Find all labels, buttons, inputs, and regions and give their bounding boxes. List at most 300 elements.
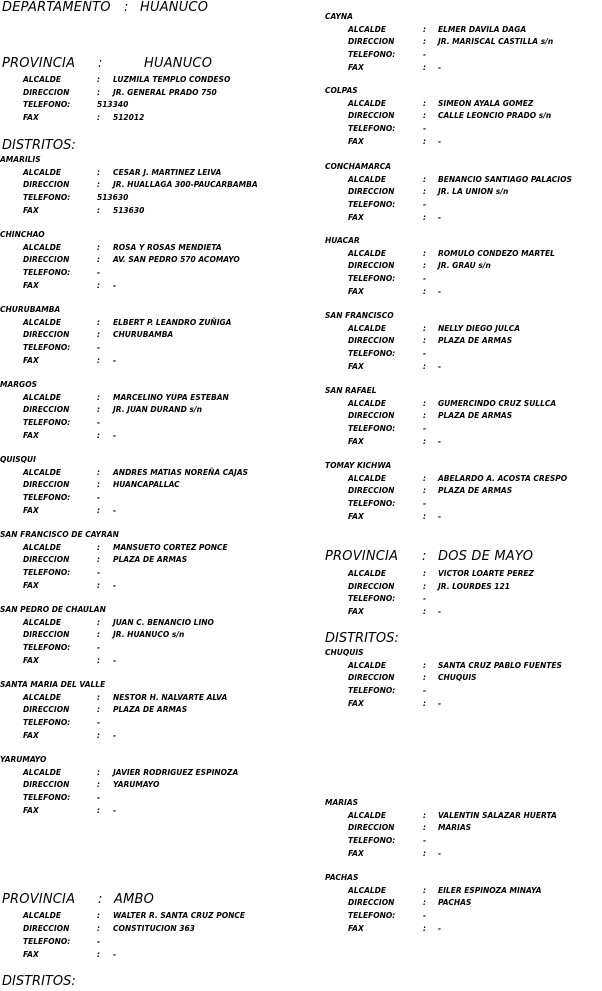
field-label: FAX xyxy=(348,213,364,222)
field-label: FAX xyxy=(23,731,39,740)
district-fax-row xyxy=(325,136,602,148)
ambo-alcalde-row: ALCALDE : WALTER R. SANTA CRUZ PONCE xyxy=(23,911,245,920)
district-direccion-row xyxy=(0,629,300,641)
district-alcalde-row xyxy=(325,323,602,335)
district-fax-row xyxy=(325,286,602,298)
field-value: - xyxy=(423,424,427,433)
district-name: SANTA MARIA DEL VALLE xyxy=(0,680,106,689)
field-separator: : xyxy=(97,630,100,639)
field-value: - xyxy=(438,849,442,858)
field-separator: : xyxy=(423,699,426,708)
field-label: TELEFONO: xyxy=(23,718,71,727)
field-separator: : xyxy=(423,25,426,34)
field-value: ANDRES MATIAS NOREÑA CAJAS xyxy=(113,468,249,477)
district-name: SAN FRANCISCO xyxy=(325,311,394,320)
field-value: JR. MARISCAL CASTILLA s/n xyxy=(438,37,554,46)
field-value: - xyxy=(423,911,427,920)
field-value: - xyxy=(97,418,101,427)
field-value: - xyxy=(423,499,427,508)
district-fax-row xyxy=(325,848,602,860)
district-name: CONCHAMARCA xyxy=(325,162,392,171)
field-value: CHUQUIS xyxy=(438,673,477,682)
field-value: - xyxy=(438,699,442,708)
field-label: TELEFONO: xyxy=(348,50,396,59)
field-label: FAX xyxy=(348,924,364,933)
field-separator: : xyxy=(97,356,100,365)
field-label: DIRECCION xyxy=(23,255,70,264)
field-label: ALCALDE xyxy=(23,168,62,177)
field-separator: : xyxy=(423,324,426,333)
field-value: BENANCIO SANTIAGO PALACIOS xyxy=(438,175,572,184)
district-telefono-row xyxy=(325,348,602,360)
field-separator: : xyxy=(97,581,100,590)
district-direccion-row xyxy=(0,554,300,566)
field-label: DIRECCION xyxy=(348,486,395,495)
field-label: DIRECCION xyxy=(348,37,395,46)
field-label: TELEFONO: xyxy=(23,418,71,427)
field-label: ALCALDE xyxy=(348,399,387,408)
field-label: TELEFONO: xyxy=(348,124,396,133)
district-direccion-row xyxy=(0,404,300,416)
field-label: ALCALDE xyxy=(23,618,62,627)
field-separator: : xyxy=(423,213,426,222)
district-telefono-row xyxy=(325,199,602,211)
district-telefono-row xyxy=(0,792,300,804)
field-label: FAX xyxy=(23,581,39,590)
field-label: DIRECCION xyxy=(23,630,70,639)
field-value: - xyxy=(438,287,442,296)
district-fax-row xyxy=(0,655,300,667)
field-separator: : xyxy=(423,811,426,820)
field-value: GUMERCINDO CRUZ SULLCA xyxy=(438,399,557,408)
field-value: - xyxy=(423,200,427,209)
dosdemayo-direccion-row: DIRECCION : JR. LOURDES 121 xyxy=(348,582,510,591)
field-label: ALCALDE xyxy=(23,318,62,327)
field-separator: : xyxy=(97,543,100,552)
field-label: TELEFONO: xyxy=(23,268,71,277)
field-separator: : xyxy=(423,99,426,108)
field-value: - xyxy=(438,924,442,933)
field-value: CESAR J. MARTINEZ LEIVA xyxy=(113,168,222,177)
ambo-fax-row: FAX : - xyxy=(23,950,117,959)
district-alcalde-row xyxy=(0,317,300,329)
field-label: TELEFONO: xyxy=(23,493,71,502)
district-alcalde-row xyxy=(325,24,602,36)
district-alcalde-row xyxy=(325,248,602,260)
field-value: - xyxy=(438,437,442,446)
district-direccion-row xyxy=(0,704,300,716)
field-label: TELEFONO: xyxy=(348,200,396,209)
district-name: CHURUBAMBA xyxy=(0,305,61,314)
district-fax-row xyxy=(0,280,300,292)
district-direccion-row xyxy=(0,254,300,266)
directory-page: DEPARTAMENTO : HUANUCO PROVINCIA : HUANUCO ALCALDE : LUZMILA TEMPLO CONDESO DIRECCION : JR. GENERAL PRADO 750 TELEFONO: 513340 FAX : 512012 DISTRITOS: AMARILIS ALCALDE : CESAR J. MARTINEZ LEIVA DIRECCION : JR. HUALLAGA 300-PAUCARBAMBA TELEFONO: 513630 FAX : 513630 CHINCHAO ALCALDE : ROSA Y ROSAS MENDIETA DIRECCION : AV. SAN PEDRO 570 ACOMAYO TELEFONO: - FAX : - CHURUBAMBA ALCALDE : ELBERT P. LEANDRO ZUÑIGA DIRECCION : CHURUBAMBA TELEFONO: - FAX : - MARGOS ALCALDE : MARCELINO YUPA ESTEBAN DIRECCION : JR. JUAN DURAND s/n TELEFONO: - FAX : - QUISQUI ALCALDE : ANDRES MATIAS NOREÑA CAJAS DIRECCION : HUANCAPALLAC TELEFONO: - FAX : - SAN FRANCISCO DE CAYRAN ALCALDE : MANSUETO CORTEZ PONCE DIRECCION : PLAZA DE ARMAS TELEFONO: - FAX : - SAN PEDRO DE CHAULAN ALCALDE : JUAN C. BENANCIO LINO DIRECCION : JR. HUANUCO s/n TELEFONO: - FAX : - SANTA MARIA DEL VALLE ALCALDE : NESTOR H. NALVARTE ALVA DIRECCION : PLAZA DE ARMAS TELEFONO: - FAX : - YARUMAYO ALCALDE : JAVIER RODRIGUEZ ESPINOZA DIRECCION : YARUMAYO TELEFONO: - FAX : - PROVINCIA : AMBO ALCALDE : WALTER R. SANTA CRUZ PONCE DIRECCION : CONSTITUCION 363 TELEFONO: - FAX : - DISTRITOS: CAYNA ALCALDE : ELMER DAVILA DAGA DIRECCION : JR. MARISCAL CASTILLA s/n TELEFONO: - FAX : - COLPAS ALCALDE : SIMEON AYALA GOMEZ DIRECCION : CALLE LEONCIO PRADO s/n TELEFONO: - FAX : - CONCHAMARCA ALCALDE : BENANCIO SANTIAGO PALACIOS DIRECCION : JR. LA UNION s/n TELEFONO: - FAX : - HUACAR ALCALDE : ROMULO CONDEZO MARTEL DIRECCION : JR. GRAU s/n TELEFONO: - FAX : - SAN FRANCISCO ALCALDE : NELLY DIEGO JULCA DIRECCION : PLAZA DE ARMAS TELEFONO: - FAX : - SAN RAFAEL ALCALDE : GUMERCINDO CRUZ SULLCA DIRECCION : PLAZA DE ARMAS TELEFONO: - FAX : - TOMAY KICHWA ALCALDE : ABELARDO A. ACOSTA CRESPO DIRECCION : PLAZA DE ARMAS TELEFONO: - FAX : - PROVINCIA : DOS DE MAYO ALCALDE : VICTOR LOARTE PEREZ DIRECCION : JR. LOURDES 121 TELEFONO: - FAX : - DISTRITOS: CHUQUIS ALCALDE : SANTA CRUZ PABLO FUENTES DIRECCION : CHUQUIS TELEFONO: - FAX : - MARIAS ALCALDE : VALENTIN SALAZAR HUERTA DIRECCION : MARIAS TELEFONO: - FAX : - PACHAS ALCALDE : EILER ESPINOZA MINAYA DIRECCION : PACHAS TELEFONO: - FAX : - xyxy=(0,0,602,991)
field-separator: : xyxy=(423,261,426,270)
field-value: 513630 xyxy=(97,193,129,202)
field-label: DIRECCION xyxy=(348,898,395,907)
district-telefono-row xyxy=(0,192,300,204)
district-telefono-row xyxy=(325,498,602,510)
field-label: ALCALDE xyxy=(23,693,62,702)
field-separator: : xyxy=(97,330,100,339)
field-label: DIRECCION xyxy=(348,823,395,832)
field-value: EILER ESPINOZA MINAYA xyxy=(438,886,542,895)
field-separator: : xyxy=(97,405,100,414)
field-separator: : xyxy=(423,175,426,184)
district-name: SAN PEDRO DE CHAULAN xyxy=(0,605,106,614)
field-label: ALCALDE xyxy=(348,99,387,108)
field-separator: : xyxy=(423,512,426,521)
field-value: - xyxy=(97,718,101,727)
district-direccion-row xyxy=(325,897,602,909)
field-value: ELMER DAVILA DAGA xyxy=(438,25,527,34)
field-separator: : xyxy=(97,168,100,177)
district-name: YARUMAYO xyxy=(0,755,47,764)
field-separator: : xyxy=(97,480,100,489)
field-label: ALCALDE xyxy=(348,474,387,483)
district-telefono-row xyxy=(325,910,602,922)
district-name: MARIAS xyxy=(325,798,359,807)
field-value: - xyxy=(113,731,117,740)
field-label: ALCALDE xyxy=(23,243,62,252)
field-label: FAX xyxy=(23,656,39,665)
field-value: - xyxy=(113,431,117,440)
field-label: FAX xyxy=(23,206,39,215)
field-value: - xyxy=(438,63,442,72)
field-separator: : xyxy=(423,249,426,258)
field-label: DIRECCION xyxy=(23,480,70,489)
field-separator: : xyxy=(423,336,426,345)
district-direccion-row xyxy=(325,485,602,497)
district-name: SAN FRANCISCO DE CAYRAN xyxy=(0,530,119,539)
field-label: DIRECCION xyxy=(348,411,395,420)
field-label: DIRECCION xyxy=(348,261,395,270)
field-separator: : xyxy=(423,661,426,670)
field-label: FAX xyxy=(23,806,39,815)
district-name: CAYNA xyxy=(325,12,353,21)
field-value: - xyxy=(423,686,427,695)
field-value: NELLY DIEGO JULCA xyxy=(438,324,521,333)
field-value: MARIAS xyxy=(438,823,472,832)
district-alcalde-row xyxy=(325,398,602,410)
district-direccion-row xyxy=(325,186,602,198)
field-separator: : xyxy=(97,431,100,440)
field-separator: : xyxy=(97,780,100,789)
district-fax-row xyxy=(0,355,300,367)
district-direccion-row xyxy=(0,179,300,191)
field-label: DIRECCION xyxy=(348,673,395,682)
district-direccion-row xyxy=(325,260,602,272)
field-label: ALCALDE xyxy=(23,768,62,777)
district-fax-row xyxy=(325,212,602,224)
field-separator: : xyxy=(97,705,100,714)
district-telefono-row xyxy=(0,492,300,504)
district-direccion-row xyxy=(325,110,602,122)
field-separator: : xyxy=(423,823,426,832)
district-alcalde-row xyxy=(325,660,602,672)
field-label: TELEFONO: xyxy=(348,836,396,845)
field-separator: : xyxy=(423,399,426,408)
district-alcalde-row xyxy=(0,767,300,779)
field-label: FAX xyxy=(23,281,39,290)
field-separator: : xyxy=(423,137,426,146)
district-fax-row xyxy=(0,505,300,517)
field-value: PLAZA DE ARMAS xyxy=(438,411,513,420)
district-name: TOMAY KICHWA xyxy=(325,461,392,470)
district-alcalde-row xyxy=(0,542,300,554)
field-value: - xyxy=(97,643,101,652)
field-label: DIRECCION xyxy=(23,180,70,189)
field-label: TELEFONO: xyxy=(348,686,396,695)
field-label: DIRECCION xyxy=(348,187,395,196)
field-label: ALCALDE xyxy=(348,175,387,184)
field-separator: : xyxy=(97,255,100,264)
district-name: COLPAS xyxy=(325,86,358,95)
field-label: DIRECCION xyxy=(348,111,395,120)
field-value: - xyxy=(97,568,101,577)
district-name: AMARILIS xyxy=(0,155,41,164)
field-label: TELEFONO: xyxy=(348,499,396,508)
field-label: TELEFONO: xyxy=(23,343,71,352)
field-value: ROMULO CONDEZO MARTEL xyxy=(438,249,555,258)
field-value: ELBERT P. LEANDRO ZUÑIGA xyxy=(113,318,232,327)
field-separator: : xyxy=(97,618,100,627)
district-telefono-row xyxy=(0,642,300,654)
field-value: - xyxy=(97,493,101,502)
field-value: NESTOR H. NALVARTE ALVA xyxy=(113,693,228,702)
field-label: ALCALDE xyxy=(348,25,387,34)
dosdemayo-telefono-row: TELEFONO: - xyxy=(348,594,427,603)
field-label: FAX xyxy=(23,356,39,365)
field-label: TELEFONO: xyxy=(23,643,71,652)
field-value: - xyxy=(113,656,117,665)
ambo-telefono-row: TELEFONO: - xyxy=(23,937,101,946)
district-name: CHUQUIS xyxy=(325,648,364,657)
field-separator: : xyxy=(97,180,100,189)
district-fax-row xyxy=(0,205,300,217)
field-separator: : xyxy=(423,187,426,196)
field-value: PLAZA DE ARMAS xyxy=(113,555,188,564)
field-value: AV. SAN PEDRO 570 ACOMAYO xyxy=(113,255,240,264)
district-name: PACHAS xyxy=(325,873,359,882)
field-value: JR. LA UNION s/n xyxy=(438,187,509,196)
field-value: JAVIER RODRIGUEZ ESPINOZA xyxy=(113,768,239,777)
field-value: - xyxy=(423,349,427,358)
field-separator: : xyxy=(423,111,426,120)
district-fax-row xyxy=(325,923,602,935)
field-separator: : xyxy=(423,898,426,907)
dosdemayo-alcalde-row: ALCALDE : VICTOR LOARTE PEREZ xyxy=(348,569,534,578)
field-separator: : xyxy=(423,486,426,495)
district-telefono-row xyxy=(0,342,300,354)
field-separator: : xyxy=(97,393,100,402)
field-separator: : xyxy=(423,411,426,420)
district-direccion-row xyxy=(0,779,300,791)
field-value: - xyxy=(113,281,117,290)
field-label: DIRECCION xyxy=(23,705,70,714)
field-value: CALLE LEONCIO PRADO s/n xyxy=(438,111,552,120)
field-value: YARUMAYO xyxy=(113,780,160,789)
field-label: FAX xyxy=(348,699,364,708)
field-value: ROSA Y ROSAS MENDIETA xyxy=(113,243,222,252)
district-name: SAN RAFAEL xyxy=(325,386,377,395)
district-telefono-row xyxy=(0,717,300,729)
field-value: - xyxy=(97,268,101,277)
field-value: PLAZA DE ARMAS xyxy=(113,705,188,714)
field-value: PLAZA DE ARMAS xyxy=(438,486,513,495)
field-separator: : xyxy=(97,693,100,702)
district-fax-row xyxy=(0,805,300,817)
field-label: DIRECCION xyxy=(348,336,395,345)
district-alcalde-row xyxy=(0,242,300,254)
field-separator: : xyxy=(97,806,100,815)
field-separator: : xyxy=(97,506,100,515)
field-value: 513630 xyxy=(113,206,145,215)
field-label: FAX xyxy=(23,431,39,440)
district-fax-row xyxy=(325,436,602,448)
field-separator: : xyxy=(423,474,426,483)
district-fax-row xyxy=(0,580,300,592)
field-value: - xyxy=(423,50,427,59)
field-separator: : xyxy=(423,362,426,371)
field-value: - xyxy=(423,836,427,845)
field-label: ALCALDE xyxy=(348,886,387,895)
field-separator: : xyxy=(423,437,426,446)
ambo-distritos-heading: DISTRITOS: xyxy=(2,974,76,989)
field-separator: : xyxy=(97,243,100,252)
field-value: - xyxy=(438,362,442,371)
field-value: MANSUETO CORTEZ PONCE xyxy=(113,543,228,552)
field-value: ABELARDO A. ACOSTA CRESPO xyxy=(438,474,568,483)
field-label: ALCALDE xyxy=(23,393,62,402)
district-telefono-row xyxy=(0,267,300,279)
dosdemayo-fax-row: FAX : - xyxy=(348,607,442,616)
province-direccion-row: DIRECCION : JR. GENERAL PRADO 750 xyxy=(23,88,217,97)
field-value: - xyxy=(97,343,101,352)
field-label: FAX xyxy=(348,437,364,446)
field-separator: : xyxy=(423,287,426,296)
district-name: CHINCHAO xyxy=(0,230,45,239)
field-label: DIRECCION xyxy=(23,405,70,414)
field-value: MARCELINO YUPA ESTEBAN xyxy=(113,393,229,402)
district-alcalde-row xyxy=(325,174,602,186)
field-value: HUANCAPALLAC xyxy=(113,480,180,489)
field-value: JR. JUAN DURAND s/n xyxy=(113,405,202,414)
district-alcalde-row xyxy=(0,467,300,479)
district-direccion-row xyxy=(325,672,602,684)
district-fax-row xyxy=(325,511,602,523)
field-value: - xyxy=(423,274,427,283)
field-value: JUAN C. BENANCIO LINO xyxy=(113,618,214,627)
field-label: TELEFONO: xyxy=(348,911,396,920)
field-value: - xyxy=(113,506,117,515)
field-value: CHURUBAMBA xyxy=(113,330,174,339)
district-fax-row xyxy=(325,698,602,710)
ambo-direccion-row: DIRECCION : CONSTITUCION 363 xyxy=(23,924,195,933)
district-telefono-row xyxy=(325,685,602,697)
field-label: DIRECCION xyxy=(23,555,70,564)
district-alcalde-row xyxy=(0,392,300,404)
field-separator: : xyxy=(97,318,100,327)
district-alcalde-row xyxy=(325,473,602,485)
field-label: ALCALDE xyxy=(348,249,387,258)
district-fax-row xyxy=(0,430,300,442)
district-alcalde-row xyxy=(0,692,300,704)
field-label: FAX xyxy=(348,137,364,146)
district-telefono-row xyxy=(325,49,602,61)
field-separator: : xyxy=(97,555,100,564)
field-value: VALENTIN SALAZAR HUERTA xyxy=(438,811,557,820)
district-fax-row xyxy=(325,62,602,74)
field-value: - xyxy=(113,581,117,590)
district-alcalde-row xyxy=(325,885,602,897)
district-direccion-row xyxy=(325,36,602,48)
field-value: - xyxy=(423,124,427,133)
field-label: ALCALDE xyxy=(348,811,387,820)
district-telefono-row xyxy=(325,835,602,847)
district-telefono-row xyxy=(0,567,300,579)
field-label: FAX xyxy=(348,287,364,296)
field-value: PACHAS xyxy=(438,898,472,907)
field-value: JR. GRAU s/n xyxy=(438,261,491,270)
field-separator: : xyxy=(97,206,100,215)
field-separator: : xyxy=(423,849,426,858)
field-value: - xyxy=(438,213,442,222)
field-label: FAX xyxy=(348,362,364,371)
field-label: TELEFONO: xyxy=(348,349,396,358)
district-alcalde-row xyxy=(0,617,300,629)
district-alcalde-row xyxy=(325,98,602,110)
field-separator: : xyxy=(97,656,100,665)
field-label: ALCALDE xyxy=(348,661,387,670)
field-value: - xyxy=(113,806,117,815)
field-label: FAX xyxy=(348,512,364,521)
field-label: ALCALDE xyxy=(23,543,62,552)
field-value: - xyxy=(438,137,442,146)
dosdemayo-distritos-heading: DISTRITOS: xyxy=(325,631,399,646)
district-fax-row xyxy=(0,730,300,742)
field-separator: : xyxy=(97,468,100,477)
district-direccion-row xyxy=(325,335,602,347)
district-direccion-row xyxy=(0,329,300,341)
district-telefono-row xyxy=(325,273,602,285)
district-name: MARGOS xyxy=(0,380,37,389)
district-name: HUACAR xyxy=(325,236,360,245)
field-label: ALCALDE xyxy=(348,324,387,333)
district-alcalde-row xyxy=(0,167,300,179)
field-value: SIMEON AYALA GOMEZ xyxy=(438,99,534,108)
field-separator: : xyxy=(423,63,426,72)
district-alcalde-row xyxy=(325,810,602,822)
field-label: TELEFONO: xyxy=(23,568,71,577)
field-value: - xyxy=(438,512,442,521)
field-label: TELEFONO: xyxy=(23,793,71,802)
field-value: SANTA CRUZ PABLO FUENTES xyxy=(438,661,562,670)
field-separator: : xyxy=(423,886,426,895)
field-label: DIRECCION xyxy=(23,330,70,339)
district-telefono-row xyxy=(0,417,300,429)
field-separator: : xyxy=(97,768,100,777)
field-value: JR. HUANUCO s/n xyxy=(113,630,185,639)
distritos-heading: DISTRITOS: xyxy=(2,138,76,153)
field-label: ALCALDE xyxy=(23,468,62,477)
field-separator: : xyxy=(423,924,426,933)
field-separator: : xyxy=(97,731,100,740)
district-fax-row xyxy=(325,361,602,373)
province-telefono-row: TELEFONO: 513340 xyxy=(23,100,129,109)
field-label: TELEFONO: xyxy=(348,424,396,433)
district-telefono-row xyxy=(325,123,602,135)
